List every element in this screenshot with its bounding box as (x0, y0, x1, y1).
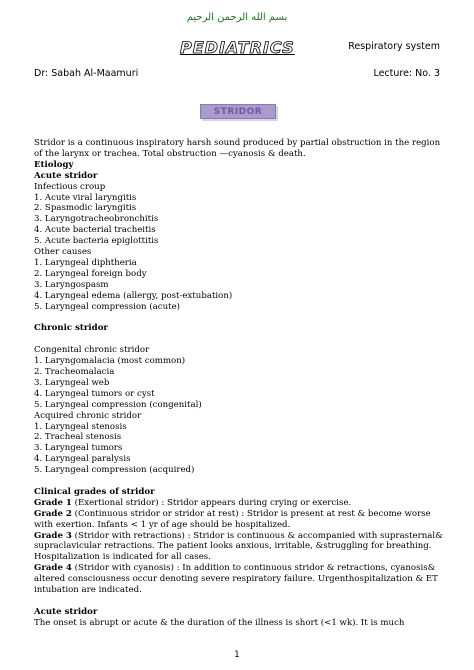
list-item: 4. Laryngeal tumors or cyst (34, 388, 155, 399)
lecture-number: Lecture: No. 3 (373, 68, 440, 79)
list-item: 3. Laryngeal tumors (34, 443, 123, 454)
infectious-croup-label: Infectious croup (34, 181, 106, 192)
acute-stridor-heading: Acute stridor (34, 606, 98, 617)
list-item: 3. Laryngospasm (34, 279, 109, 290)
grades-heading: Clinical grades of stridor (34, 486, 155, 497)
list-item: 4. Acute bacterial tracheitis (34, 225, 156, 236)
list-item: 4. Laryngeal paralysis (34, 454, 131, 465)
grade-text: (Exertional stridor) : Stridor appears during crying or exercise. (71, 497, 352, 508)
grade-paragraph (34, 531, 446, 564)
page-number: 1 (234, 650, 240, 660)
grade-text: (Stridor with retractions) : Stridor is continuous & accompanied with suprasternal& supraclavicular retractions. The patient looks anxious, irritable, &struggling for breathing. Hospitalization is indicated for all cases. (34, 530, 443, 563)
list-item: 5. Laryngeal compression (acute) (34, 301, 181, 312)
list-item: 5. Laryngeal compression (congenital) (34, 399, 202, 410)
bismillah-header: بسم الله الرحمن الرحيم (186, 12, 288, 23)
list-item: 2. Tracheal stenosis (34, 432, 122, 443)
etiology-heading: Etiology (34, 159, 74, 170)
grade-paragraph (34, 509, 446, 531)
list-item: 2. Spasmodic laryngitis (34, 203, 137, 214)
grade-label: Grade 1 (34, 497, 72, 508)
acute-stridor-paragraph: The onset is abrupt or acute & the duration of the illness is short (<1 wk). It is much (34, 617, 405, 628)
list-item: 1. Laryngomalacia (most common) (34, 356, 186, 367)
list-item: 1. Laryngeal diphtheria (34, 257, 137, 268)
list-item: 2. Tracheomalacia (34, 367, 115, 377)
grade-paragraph (34, 498, 446, 509)
list-item: 4. Laryngeal edema (allergy, post-extubation) (34, 290, 233, 301)
grade-label: Grade 2 (34, 508, 72, 519)
list-item: 1. Acute viral laryngitis (34, 192, 137, 203)
grade-paragraph (34, 563, 446, 596)
stridor-banner: STRIDOR (200, 104, 276, 119)
list-item: 5. Laryngeal compression (acquired) (34, 465, 195, 476)
topic-label: Respiratory system (348, 41, 440, 52)
other-causes-label: Other causes (34, 247, 92, 258)
list-item: 3. Laryngotracheobronchitis (34, 214, 159, 225)
grade-text: (Continuous stridor or stridor at rest) : Stridor is present at rest & become worse with exertion. Infants < 1 yr of age should be hospitalized. (34, 508, 431, 530)
acquired-label: Acquired chronic stridor (34, 410, 142, 421)
grade-label: Grade 4 (34, 563, 72, 574)
list-item: 2. Laryngeal foreign body (34, 268, 147, 279)
list-item: 1. Laryngeal stenosis (34, 421, 127, 432)
grade-text: (Stridor with cyanosis) : In addition to continuous stridor & retractions, cyanosis& altered consciousness occur denoting severe respiratory failure. Urgenthospitalization & ET intubation are indicated. (34, 563, 438, 596)
list-item: 5. Acute bacteria epiglottitis (34, 236, 159, 247)
congenital-label: Congenital chronic stridor (34, 345, 150, 356)
document-body (34, 138, 446, 629)
intro-paragraph: Stridor is a continuous inspiratory harsh sound produced by partial obstruction in the region of the larynx or trachea. Total obstruction —cyanosis & death. (34, 138, 441, 159)
list-item: 3. Laryngeal web (34, 377, 110, 388)
author-label: Dr: Sabah Al-Maamuri (34, 68, 139, 79)
acute-stridor-subheading: Acute stridor (34, 170, 98, 181)
subject-title: PEDIATRICS (180, 38, 295, 57)
grade-label: Grade 3 (34, 530, 72, 541)
chronic-stridor-heading: Chronic stridor (34, 323, 108, 334)
